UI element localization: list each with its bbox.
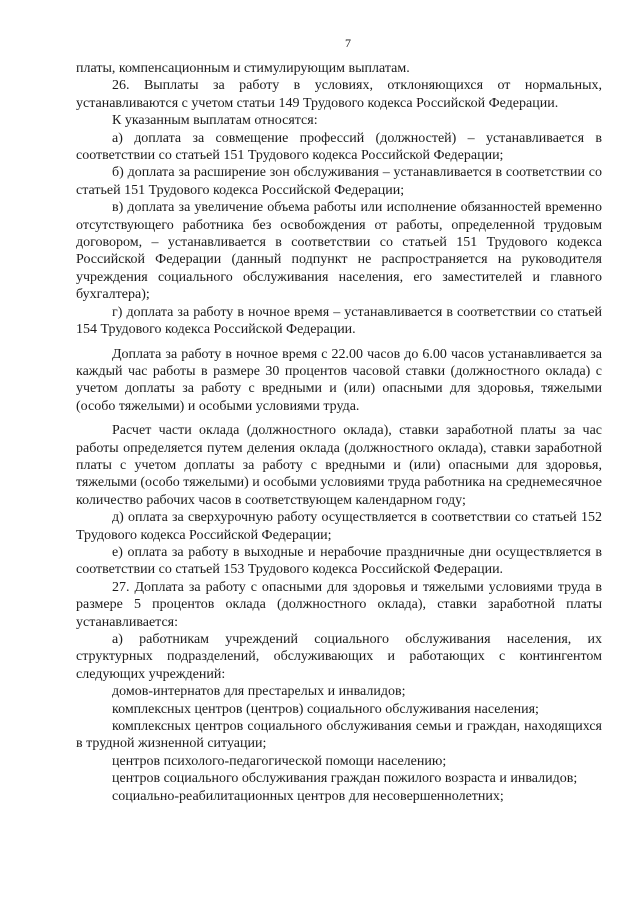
paragraph: а) доплата за совмещение профессий (должностей) – устанавливается в соответствии со статьей 151 Трудового кодекса Российской Федерации;	[76, 130, 602, 164]
paragraph: платы, компенсационным и стимулирующим выплатам.	[76, 61, 410, 76]
paragraph: г) доплата за работу в ночное время – устанавливается в соответствии со статьей 154 Трудового кодекса Российской Федерации.	[76, 304, 602, 338]
list-item: социально-реабилитационных центров для несовершеннолетних;	[112, 788, 504, 804]
list-item: центров социального обслуживания граждан пожилого возраста и инвалидов;	[112, 771, 578, 787]
list-item: комплексных центров (центров) социального обслуживания населения;	[112, 701, 539, 717]
list-item: центров психолого-педагогической помощи населению;	[112, 753, 447, 769]
paragraph: б) доплата за расширение зон обслуживания – устанавливается в соответствии со статьей 151 Трудового кодекса Российской Федерации;	[76, 165, 602, 198]
paragraph: 26. Выплаты за работу в условиях, отклоняющихся от нормальных, устанавливаются с учетом статьи 149 Трудового кодекса Российской Федерации.	[76, 78, 602, 111]
paragraph: д) оплата за сверхурочную работу осуществляется в соответствии со статьей 152 Трудового кодекса Российской Федерации;	[76, 510, 602, 543]
page-number: 7	[345, 36, 351, 50]
paragraph: Доплата за работу в ночное время с 22.00 часов до 6.00 часов устанавливается за каждый час работы в размере 30 процентов часовой ставки (должностного оклада) с учетом доплаты за работу с вредными и (или) опасными для здоровья, тяжелыми (особо тяжелыми) и особыми условиями труда.	[76, 346, 602, 414]
paragraph: а) работникам учреждений социального обслуживания населения, их структурных подразделений, обслуживающих и работающих с контингентом следующих учреждений:	[76, 632, 602, 682]
paragraph: Расчет части оклада (должностного оклада), ставки заработной платы за час работы определяется путем деления оклада (должностного оклада), ставки заработной платы с учетом доплаты за работу с вредными и (или) опасными для здоровья, тяжелыми (особо тяжелыми) и особыми условиями труда работника на среднемесячное количество рабочих часов в соответствующем календарном году;	[76, 423, 602, 508]
paragraph: е) оплата за работу в выходные и нерабочие праздничные дни осуществляется в соответствии со статьей 153 Трудового кодекса Российской Федерации.	[76, 544, 602, 578]
list-item: домов-интернатов для престарелых и инвалидов;	[112, 684, 406, 700]
paragraph: 27. Доплата за работу с опасными для здоровья и тяжелыми условиями труда в размере 5 процентов оклада (должностного оклада), ставки заработной платы устанавливается:	[76, 579, 602, 630]
paragraph: К указанным выплатам относятся:	[112, 113, 318, 129]
paragraph: в) доплата за увеличение объема работы или исполнение обязанностей временно отсутствующего работника без освобождения от работы, определенной трудовым договором, – устанавливается в соответствии со статьей 151 Трудового кодекса Российской Федерации (данный подпункт не распространяется на руководителя учреждения социального обслуживания населения, его заместителей и главного бухгалтера);	[76, 200, 602, 303]
document-body	[76, 60, 602, 805]
list-item: комплексных центров социального обслуживания семьи и граждан, находящихся в трудной жизненной ситуации;	[76, 719, 602, 752]
